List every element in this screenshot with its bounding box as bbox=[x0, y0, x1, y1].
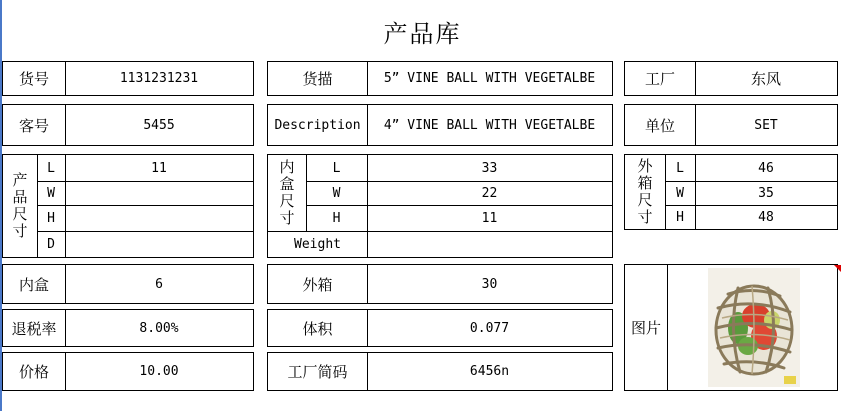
tax-rebate-row bbox=[2, 309, 254, 347]
inner-box-label: 内盒 bbox=[18, 275, 49, 294]
inner-dim-h-key: H bbox=[332, 210, 341, 226]
product-dim-l-value[interactable]: 11 bbox=[151, 160, 167, 176]
inner-size-block bbox=[267, 154, 613, 258]
product-dim-w-key: W bbox=[47, 185, 55, 201]
inner-dim-l-value[interactable]: 33 bbox=[481, 160, 498, 176]
product-size-block bbox=[2, 154, 254, 258]
volume-row bbox=[267, 309, 613, 347]
product-dim-l-key: L bbox=[47, 160, 55, 176]
inner-dim-w-value[interactable]: 22 bbox=[481, 185, 498, 201]
factory-code-row bbox=[267, 352, 613, 391]
image-label: 图片 bbox=[630, 319, 661, 337]
product-dim-w-value[interactable] bbox=[65, 181, 253, 205]
outer-box-value[interactable]: 30 bbox=[481, 276, 498, 292]
outer-dim-h-key: H bbox=[676, 209, 684, 225]
product-size-label: 产 品 尺 寸 bbox=[12, 171, 28, 240]
customer-no-row bbox=[2, 104, 254, 146]
desc-en-label: Description bbox=[274, 117, 361, 133]
customer-no-value[interactable]: 5455 bbox=[143, 117, 175, 133]
factory-label: 工厂 bbox=[644, 70, 675, 88]
comment-indicator[interactable] bbox=[834, 265, 841, 272]
outer-box-row bbox=[267, 264, 613, 304]
unit-row bbox=[624, 104, 838, 146]
product-dim-h-value[interactable] bbox=[65, 205, 253, 231]
outer-size-label: 外 箱 尺 寸 bbox=[637, 157, 653, 226]
factory-value[interactable]: 东风 bbox=[750, 70, 781, 88]
outer-dim-l-value[interactable]: 46 bbox=[758, 160, 774, 176]
item-no-value[interactable]: 1131231231 bbox=[119, 71, 199, 86]
inner-dim-l-key: L bbox=[332, 160, 341, 176]
desc-en-row bbox=[267, 104, 613, 146]
price-row bbox=[2, 352, 254, 391]
factory-code-value[interactable]: 6456n bbox=[469, 364, 510, 379]
product-photo[interactable] bbox=[708, 268, 800, 387]
outer-dim-l-key: L bbox=[676, 160, 684, 176]
volume-value[interactable]: 0.077 bbox=[469, 320, 510, 336]
price-label: 价格 bbox=[18, 363, 49, 381]
outer-size-block bbox=[624, 154, 838, 230]
vine-ball-image bbox=[708, 268, 800, 387]
unit-value[interactable]: SET bbox=[754, 117, 778, 133]
desc-en-value[interactable]: 4” VINE BALL WITH VEGETALBE bbox=[383, 117, 596, 133]
desc-cn-row bbox=[267, 61, 613, 96]
customer-no-label: 客号 bbox=[18, 116, 49, 135]
tax-rebate-value[interactable]: 8.00% bbox=[139, 320, 179, 336]
weight-value[interactable] bbox=[367, 231, 612, 257]
unit-label: 单位 bbox=[644, 116, 675, 135]
inner-box-value[interactable]: 6 bbox=[155, 276, 163, 292]
outer-dim-h-value[interactable]: 48 bbox=[758, 209, 774, 225]
page-title: 产品库 bbox=[383, 20, 462, 48]
item-no-label: 货号 bbox=[18, 70, 49, 88]
outer-dim-w-value[interactable]: 35 bbox=[758, 185, 774, 201]
factory-code-label: 工厂简码 bbox=[287, 363, 348, 381]
product-dim-h-key: H bbox=[47, 210, 55, 226]
desc-cn-value[interactable]: 5” VINE BALL WITH VEGETALBE bbox=[383, 71, 596, 86]
inner-dim-h-value[interactable]: 11 bbox=[481, 210, 498, 226]
product-dim-d-key: D bbox=[47, 236, 55, 252]
inner-dim-w-key: W bbox=[332, 185, 341, 201]
inner-box-row bbox=[2, 264, 254, 304]
inner-size-label: 内 盒 尺 寸 bbox=[279, 158, 295, 227]
outer-dim-w-key: W bbox=[676, 185, 684, 201]
item-no-row bbox=[2, 61, 254, 96]
price-value[interactable]: 10.00 bbox=[139, 364, 179, 379]
tax-rebate-label: 退税率 bbox=[11, 319, 57, 338]
volume-label: 体积 bbox=[302, 319, 333, 338]
factory-row bbox=[624, 61, 838, 96]
outer-box-label: 外箱 bbox=[302, 275, 333, 294]
desc-cn-label: 货描 bbox=[302, 70, 333, 88]
weight-label: Weight bbox=[294, 236, 341, 252]
product-dim-d-value[interactable] bbox=[65, 231, 253, 257]
